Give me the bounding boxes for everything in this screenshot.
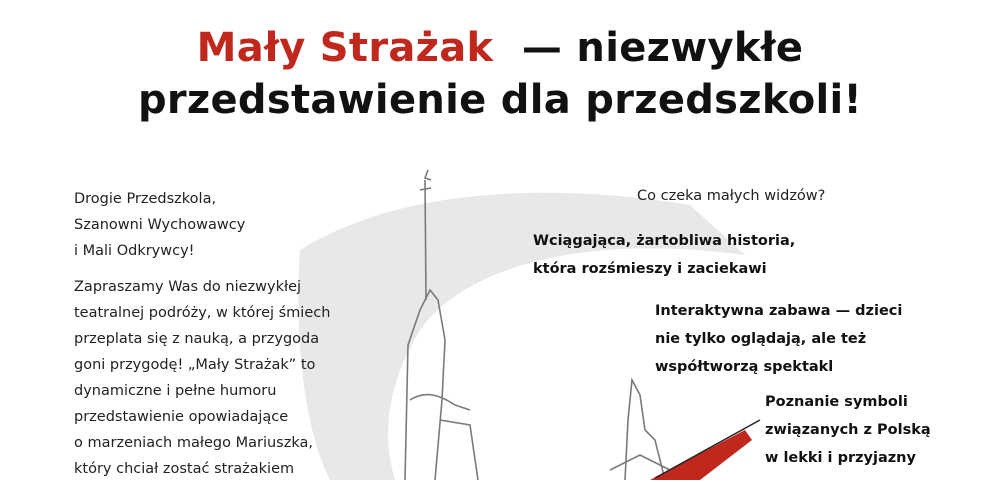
intro-line: dynamiczne i pełne humoru — [74, 383, 277, 399]
intro-line: o marzeniach małego Mariuszka, — [74, 435, 313, 451]
feature-line: współtworzą spektakl — [655, 359, 834, 375]
feature-line: Wciągająca, żartobliwa historia, — [533, 233, 796, 249]
greeting-line: Drogie Przedszkola, — [74, 191, 217, 207]
feature-line: związanych z Polską — [765, 422, 931, 438]
features-heading: Co czeka małych widzów? — [637, 188, 826, 204]
intro-line: teatralnej podróży, w której śmiech — [74, 305, 331, 321]
page-title — [0, 22, 1000, 126]
title-line2: przedstawienie dla przedszkoli! — [137, 77, 863, 123]
intro-line: Zapraszamy Was do niezwykłej — [74, 279, 302, 295]
greeting — [74, 186, 394, 264]
intro-line: przedstawienie opowiadające — [74, 409, 289, 425]
intro-line: goni przygodę! „Mały Strażak” to — [74, 357, 316, 373]
feature-item — [655, 297, 902, 381]
feature-line: która rozśmieszy i zaciekawi — [533, 261, 767, 277]
greeting-line: Szanowni Wychowawcy — [74, 217, 246, 233]
intro-line: który chciał zostać strażakiem — [74, 461, 295, 477]
intro-paragraph — [74, 274, 394, 482]
title-highlight: Mały Strażak — [196, 25, 494, 71]
greeting-line: i Mali Odkrywcy! — [74, 243, 195, 259]
feature-item — [765, 388, 931, 472]
feature-line: Interaktywna zabawa — dzieci — [655, 303, 903, 319]
intro-column — [74, 186, 394, 482]
title-rest: — niezwykłe — [521, 25, 804, 71]
feature-line: Poznanie symboli — [765, 394, 908, 410]
feature-item — [533, 227, 795, 283]
intro-line: przeplata się z nauką, a przygoda — [74, 331, 320, 347]
feature-line: nie tylko oglądają, ale też — [655, 331, 867, 347]
feature-line: w lekki i przyjazny — [765, 450, 916, 466]
